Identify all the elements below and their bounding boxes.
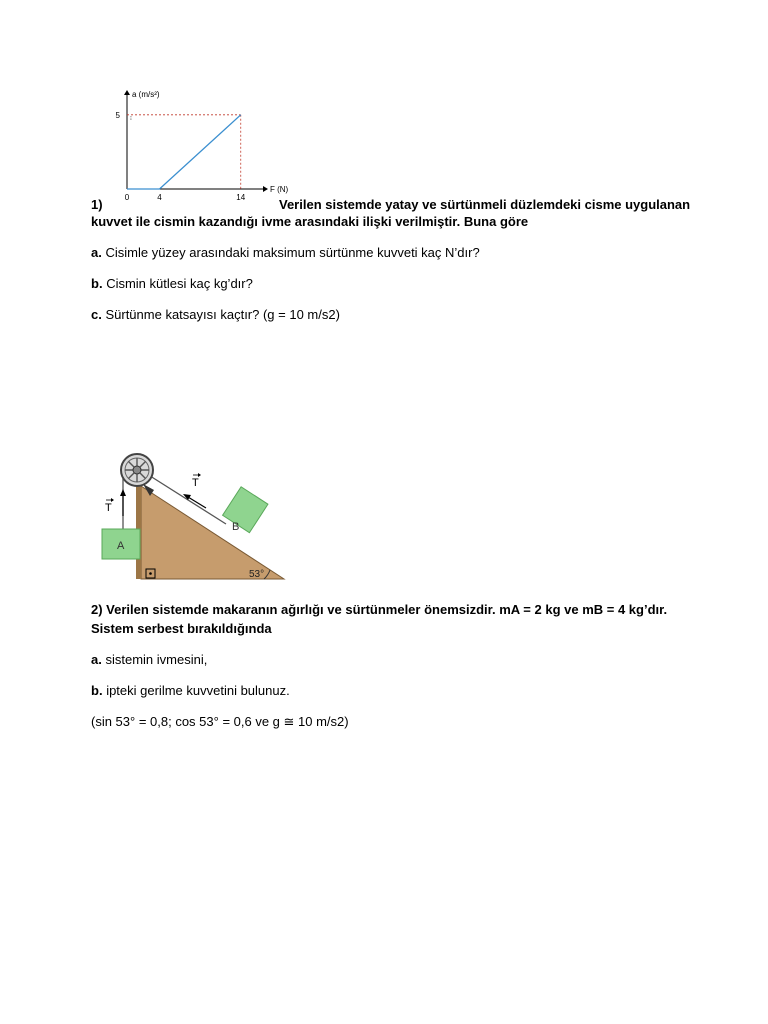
- block-b: [223, 487, 268, 533]
- block-b-group: [223, 487, 268, 533]
- q1-part-c-label: c.: [91, 307, 102, 322]
- q2-part-a-text: sistemin ivmesini,: [105, 652, 208, 667]
- q1-stem-line1: Verilen sistemde yatay ve sürtünmeli düzlemdeki cisme uygulanan: [279, 197, 691, 212]
- block-b-label: B: [232, 521, 240, 533]
- block-a-label: A: [117, 540, 125, 552]
- q2-part-b: [91, 681, 290, 701]
- q2-stem-line1: 2) Verilen sistemde makaranın ağırlığı ve sürtünmeler önemsizdir. mA = 2 kg ve mB = 4 kg’dır.: [91, 602, 668, 617]
- angle-label: 53°: [249, 569, 265, 580]
- tension-arrowhead-left: [120, 489, 126, 496]
- inclined-plane: [141, 486, 284, 579]
- x-tick-label: 0: [124, 193, 130, 202]
- pulley-hub: [133, 466, 141, 474]
- q2-part-a-label: a.: [91, 652, 102, 667]
- y-tick-marker: ⁝: [130, 115, 132, 122]
- q1-part-a-text: Cisimle yüzey arasındaki maksimum sürtünme kuvveti kaç N’dır?: [105, 245, 480, 260]
- right-angle-dot: [149, 572, 152, 575]
- q2-part-b-label: b.: [91, 683, 103, 698]
- data-line: [127, 115, 241, 189]
- y-tick-label: 5: [115, 110, 120, 120]
- y-axis-label: a (m/s²): [132, 90, 160, 99]
- q1-part-b-label: b.: [91, 276, 103, 291]
- vector-bar-head-right: [198, 473, 201, 477]
- x-axis-label: F (N): [270, 185, 289, 194]
- q1-part-a-label: a.: [91, 245, 102, 260]
- tension-label-left: T: [105, 502, 112, 514]
- q2-stem-line2: Sistem serbest bırakıldığında: [91, 621, 272, 636]
- q1-part-a: [91, 243, 480, 263]
- q1-number: 1): [91, 197, 103, 212]
- q1-part-b-text: Cismin kütlesi kaç kg’dır?: [106, 276, 253, 291]
- tension-label-right: T: [192, 477, 199, 489]
- x-tick-label: 4: [157, 193, 162, 202]
- x-tick-label: 14: [236, 193, 246, 202]
- x-axis-arrowhead: [263, 186, 268, 192]
- q1-part-b: [91, 274, 253, 294]
- q1-part-c: [91, 305, 340, 325]
- q1-stem-line2: kuvvet ile cismin kazandığı ivme arasındaki ilişki verilmiştir. Buna göre: [91, 214, 529, 229]
- q1-part-c-text: Sürtünme katsayısı kaçtır? (g = 10 m/s2): [105, 307, 340, 322]
- y-axis-arrowhead: [124, 90, 130, 95]
- pulley-incline-figure: [96, 436, 290, 584]
- acceleration-force-graph: [108, 88, 289, 206]
- q2-given-values: (sin 53° = 0,8; cos 53° = 0,6 ve g ≅ 10 m/s2): [91, 714, 349, 729]
- q2-part-a: [91, 650, 207, 670]
- q2-part-b-text: ipteki gerilme kuvvetini bulunuz.: [106, 683, 290, 698]
- vector-bar-head-left: [111, 498, 114, 502]
